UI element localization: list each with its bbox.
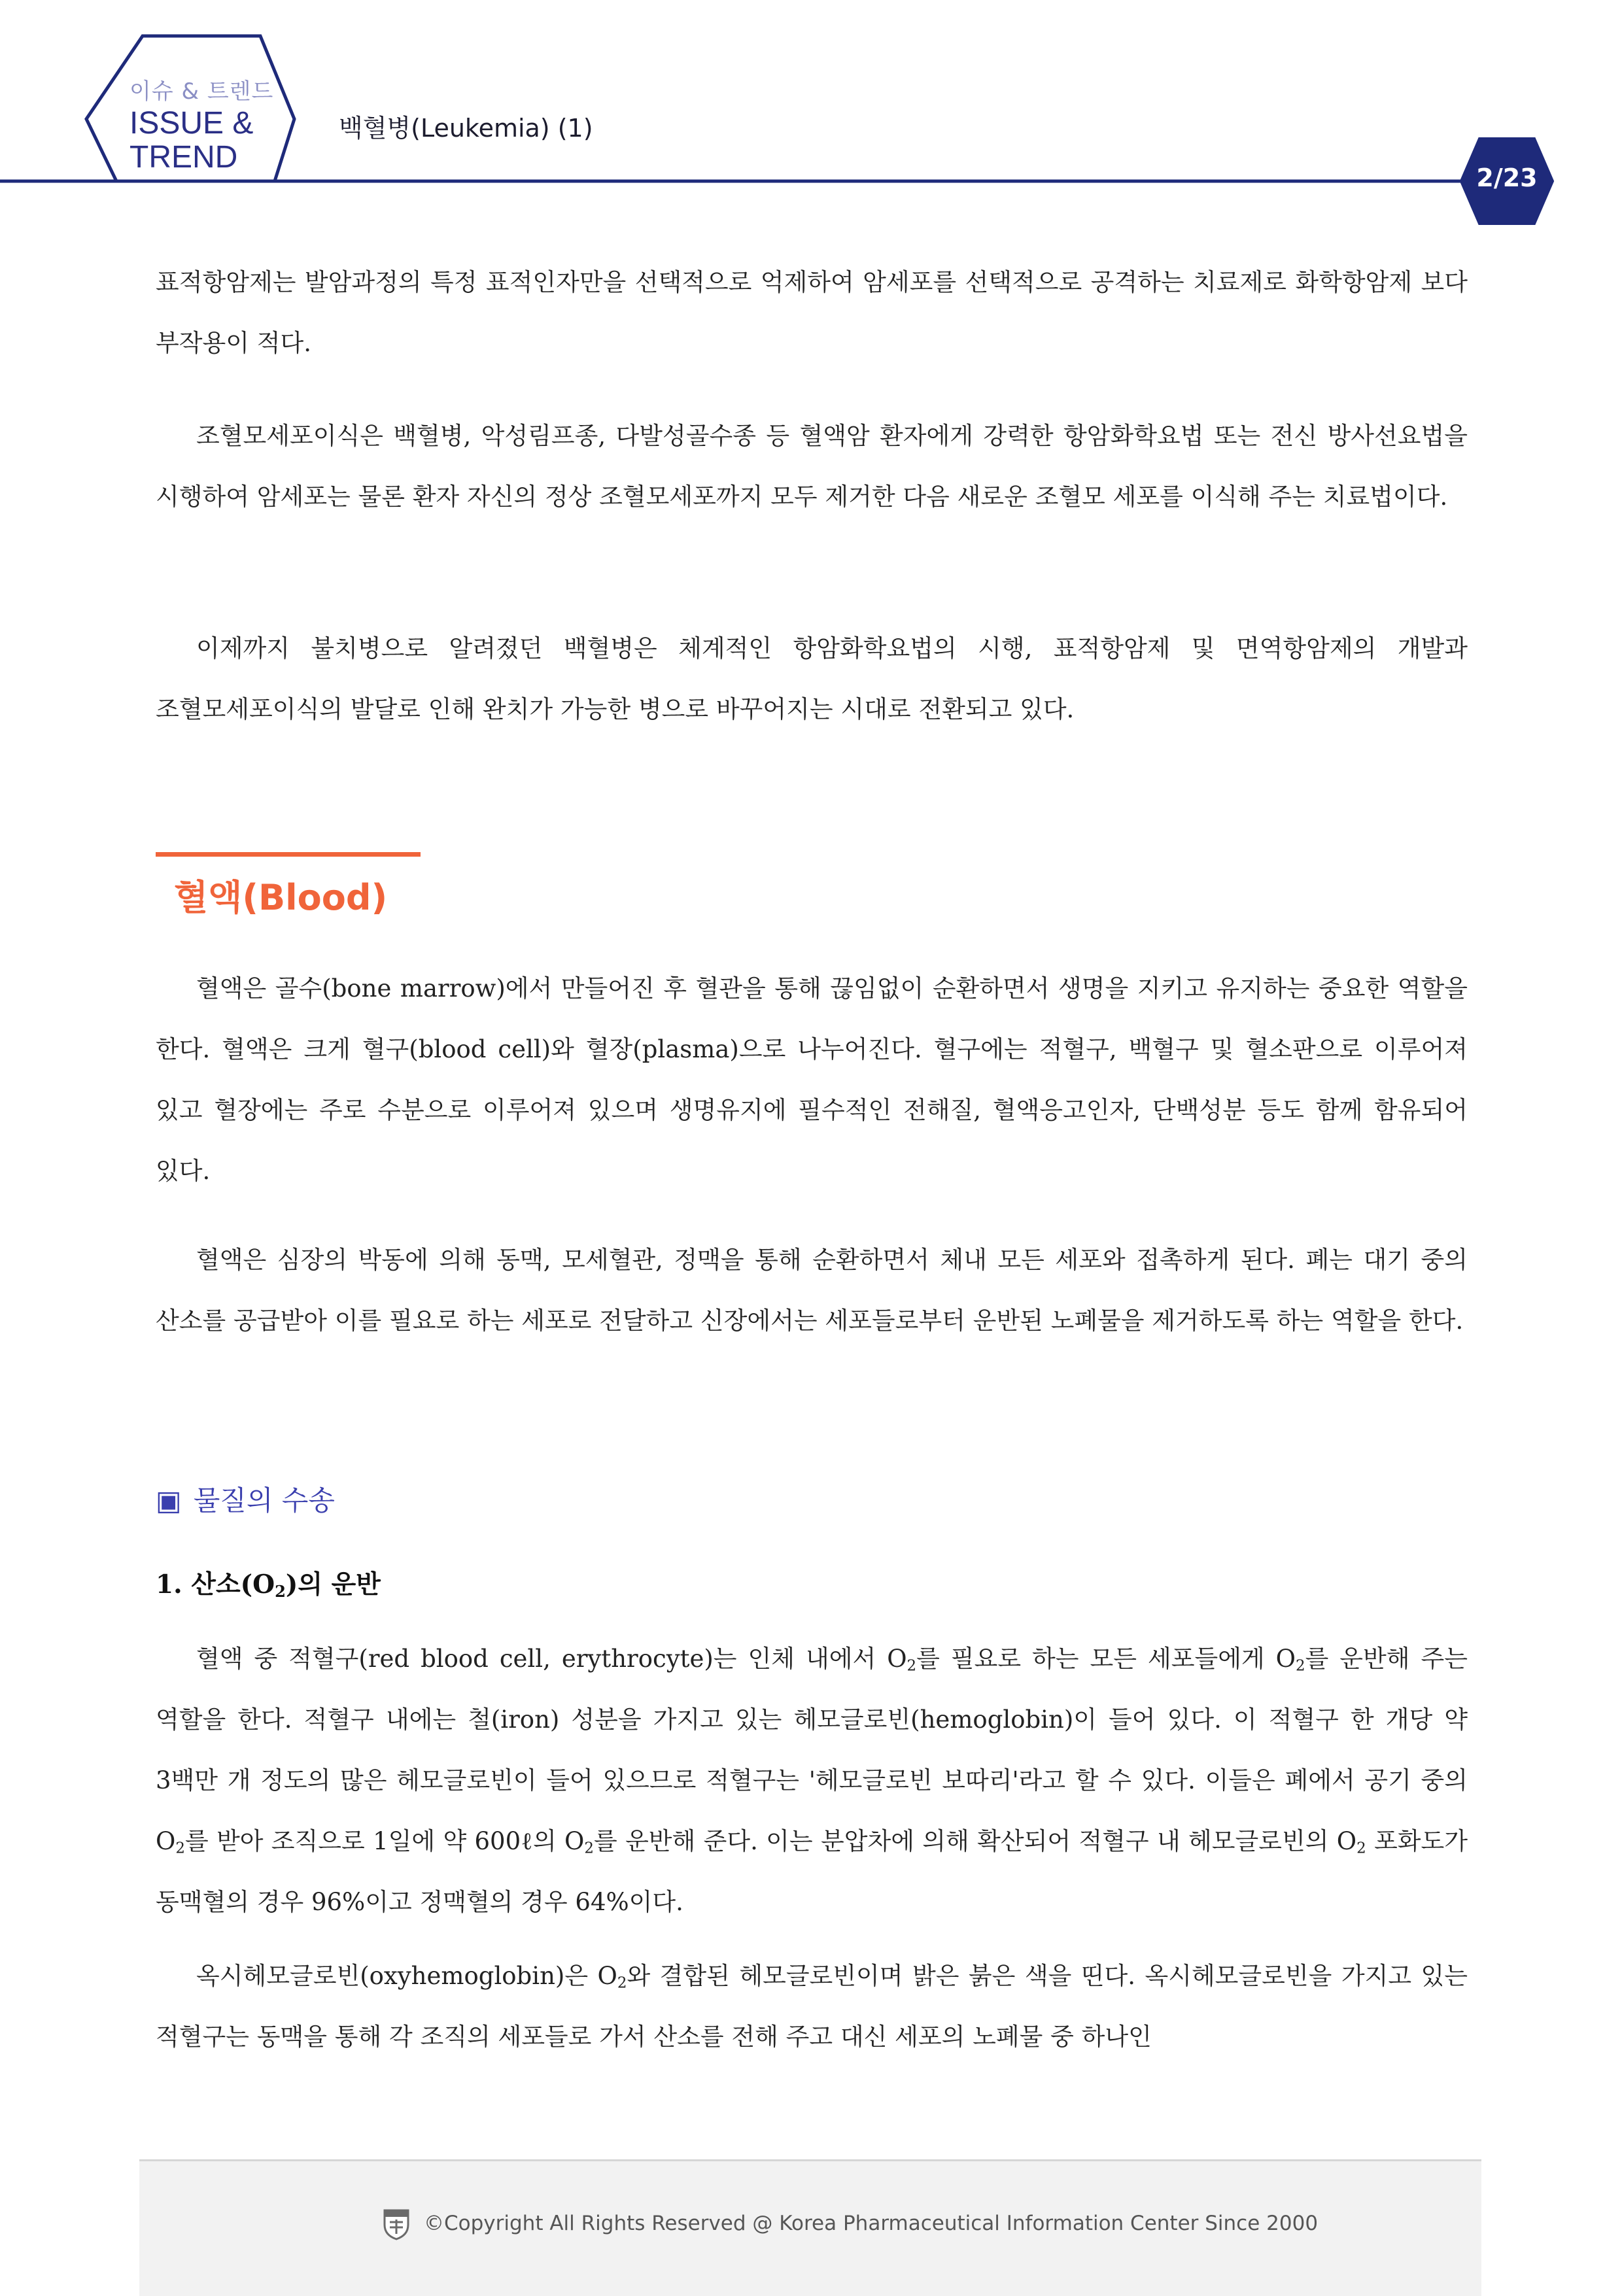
subscript: 2 [175, 1840, 185, 1857]
paragraph-stem-cell-transplant: 조혈모세포이식은 백혈병, 악성림프종, 다발성골수종 등 혈액암 환자에게 강력한 항암화학요법 또는 전신 방사선요법을 시행하여 암세포는 물론 환자 자신의 정상 조혈모세포까지 모두 제거한 다음 새로운 조혈모 세포를 이식해 주는 치료법이다. [156, 422, 1468, 511]
text-run: 옥시헤모글로빈(oxyhemoglobin)은 O [196, 1962, 617, 1990]
paragraph-blood-composition: 혈액은 골수(bone marrow)에서 만들어진 후 혈관을 통해 끊임없이 순환하면서 생명을 지키고 유지하는 중요한 역할을 한다. 혈액은 크게 혈구(blood cell)와 혈장(plasma)으로 나누어진다. 혈구에는 적혈구, 백혈구 및 혈소판으로 이루어져 있고 혈장에는 주로 수분으로 이루어져 있으며 생명유지에 필수적인 전해질, 혈액응고인자, 단백성분 등도 함께 함유되어 있다. [156, 974, 1468, 1185]
text-run: 를 운반해 준다. 이는 분압차에 의해 확산되어 적혈구 내 헤모글로빈의 O [594, 1827, 1357, 1855]
text-run: 포화도가 동맥혈의 경우 96%이고 정맥혈의 경우 64%이다. [156, 1827, 1468, 1916]
paragraph-blood-circulation: 혈액은 심장의 박동에 의해 동맥, 모세혈관, 정맥을 통해 순환하면서 체내 모든 세포와 접촉하게 된다. 폐는 대기 중의 산소를 공급받아 이를 필요로 하는 세포로 전달하고 신장에서는 세포들로부터 운반된 노폐물을 제거하도록 하는 역할을 한다. [156, 1246, 1468, 1335]
text-run: 를 받아 조직으로 1일에 약 600ℓ의 O [184, 1827, 585, 1855]
logo-trend-text: TREND [129, 140, 238, 175]
copyright-text: ©Copyright All Rights Reserved @ Korea Pharmaceutical Information Center Since 2000 [424, 2212, 1319, 2235]
numbered-heading-oxygen [156, 1564, 381, 1601]
section-rule [156, 852, 421, 857]
subscript: 2 [1356, 1840, 1366, 1857]
logo-korean-text: 이슈 & 트렌드 [129, 78, 274, 105]
document-title: 백혈병(Leukemia) (1) [339, 114, 593, 143]
square-bullet-icon: ▣ [156, 1484, 182, 1516]
text-run: 혈액 중 적혈구(red blood cell, erythrocyte)는 인체 내에서 O [196, 1645, 907, 1673]
heading-part: 1. 산소(O [156, 1569, 275, 1600]
text-run: 를 필요로 하는 모든 세포들에게 O [916, 1645, 1296, 1673]
subscript: 2 [584, 1840, 594, 1857]
subheading-text: 물질의 수송 [193, 1484, 335, 1516]
kpic-shield-logo-icon [382, 2208, 411, 2240]
subscript: 2 [906, 1657, 917, 1675]
subscript: 2 [1295, 1657, 1305, 1675]
text-run: 와 결합된 헤모글로빈이며 밝은 붉은 색을 띤다. 옥시헤모글로빈을 가지고 있는 적혈구는 동맥을 통해 각 조직의 세포들로 가서 산소를 전해 주고 대신 세포의 노폐물 중 하나인 [156, 1962, 1468, 2051]
page-number: 2/23 [1476, 163, 1538, 192]
text-run: 를 운반해 주는 역할을 한다. 적혈구 내에는 철(iron) 성분을 가지고 있는 헤모글로빈(hemoglobin)이 들어 있다. 이 적혈구 한 개당 약 3백만 개 정도의 많은 헤모글로빈이 들어 있으므로 적혈구는 '헤모글로빈 보따리'라고 할 수 있다. 이들은 폐에서 공기 중의 O [156, 1645, 1468, 1855]
subscript: 2 [275, 1582, 286, 1602]
subheading-transport [156, 1479, 335, 1518]
logo-issue-text: ISSUE & [129, 106, 254, 141]
section-title-blood: 혈액(Blood) [174, 877, 388, 918]
subscript: 2 [617, 1974, 627, 1992]
page-header [0, 0, 1622, 235]
paragraph-red-blood-cells [156, 1628, 1468, 1932]
paragraph-leukemia-curable: 이제까지 불치병으로 알려졌던 백혈병은 체계적인 항암화학요법의 시행, 표적항암제 및 면역항암제의 개발과 조혈모세포이식의 발달로 인해 완치가 가능한 병으로 바꾸어지는 시대로 전환되고 있다. [156, 634, 1468, 723]
paragraph-oxyhemoglobin [156, 1945, 1468, 2067]
paragraph-targeted-therapy: 표적항암제는 발암과정의 특정 표적인자만을 선택적으로 억제하여 암세포를 선택적으로 공격하는 치료제로 화학항암제 보다 부작용이 적다. [156, 268, 1468, 357]
heading-part: )의 운반 [285, 1569, 381, 1600]
